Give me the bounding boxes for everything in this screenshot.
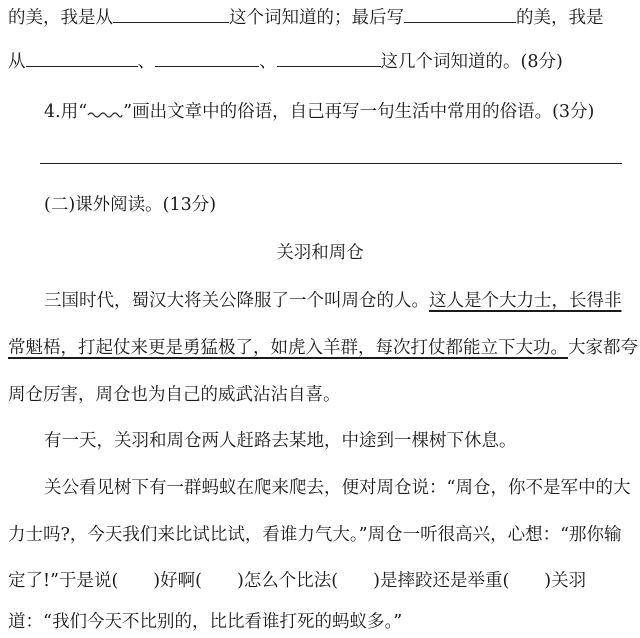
paragraph-1-line-2 (8, 332, 638, 364)
section-heading: (二)课外阅读。(13分) (44, 195, 217, 215)
paragraph-3-line-1: 关公看见树下有一群蚂蚁在爬来爬去，便对周仓说：“周仓，你不是军中的大 (44, 478, 631, 498)
paragraph-3-line-2: 力士吗?，今天我们来比试比试，看谁力气大。”周仓一听很高兴，心想：“那你输 (8, 525, 622, 545)
paragraph-1-line-1 (44, 285, 632, 317)
paragraph-2: 有一天，关羽和周仓两人赶路去某地，中途到一棵树下休息。 (44, 431, 517, 451)
separator: 、 (259, 52, 277, 72)
fill-line-2 (8, 46, 632, 78)
fill-line-1 (8, 2, 632, 34)
answer-blank[interactable] (26, 46, 138, 67)
answer-blank[interactable] (404, 2, 516, 23)
text-segment: 大家都夸 (568, 338, 638, 358)
paragraph-3-line-4: 道：“我们今天不比别的，比比看谁打死的蚂蚁多。” (8, 612, 403, 632)
answer-blank[interactable] (277, 46, 381, 67)
answer-blank[interactable] (113, 2, 229, 23)
paragraph-1-line-3: 周仓厉害，周仓也为自己的威武沾沾自喜。 (8, 385, 341, 405)
separator: 、 (137, 52, 155, 72)
paragraph-3-line-3: 定了!”于是说( )好啊( )怎么个比法( )是摔跤还是举重( )关羽 (8, 571, 587, 591)
text-segment: 从 (8, 52, 26, 72)
text-segment: 的美，我是 (516, 8, 604, 28)
article-title: 关羽和周仓 (276, 243, 364, 263)
wavy-underline-icon (87, 109, 123, 119)
text-segment: 的美，我是从 (8, 8, 113, 28)
answer-blank[interactable] (155, 46, 259, 67)
question-4 (44, 96, 632, 128)
answer-line[interactable] (40, 163, 622, 164)
text-segment: 这几个词知道的。(8分) (380, 52, 563, 72)
underlined-text: 常魁梧，打起仗来更是勇猛极了，如虎入羊群，每次打仗都能立下大功。 (8, 338, 568, 358)
text-segment: 这个词知道的；最后写 (229, 8, 404, 28)
text-segment: 4.用“ (44, 102, 88, 122)
text-segment: ”画出文章中的俗语，自己再写一句生活中常用的俗语。(3分) (123, 102, 595, 122)
underlined-text: 这人是个大力士，长得非 (429, 291, 622, 311)
text-segment: 三国时代，蜀汉大将关公降服了一个叫周仓的人。 (44, 291, 429, 311)
